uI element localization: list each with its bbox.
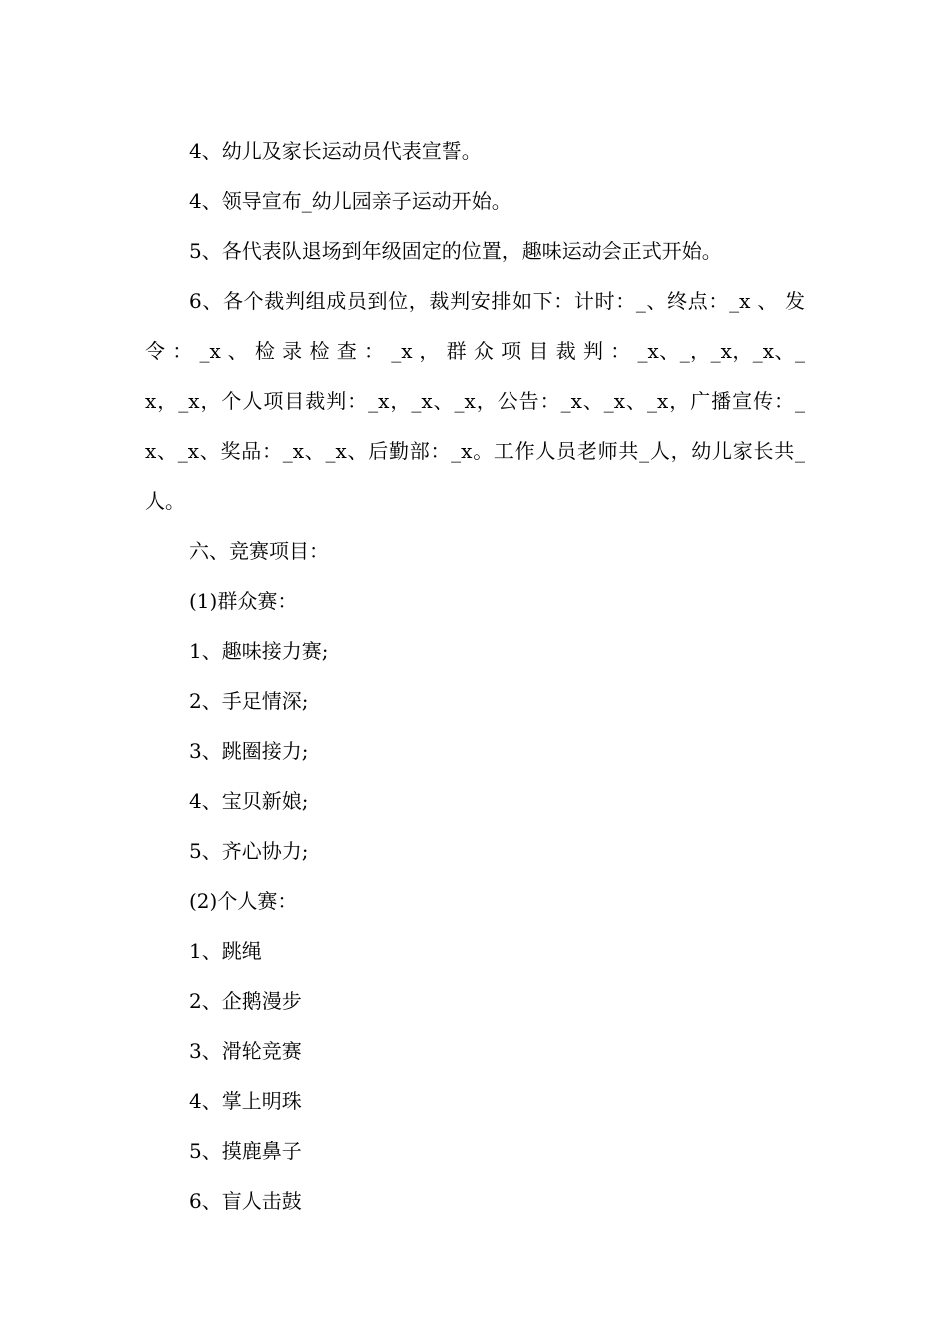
- list-item: 3、跳圈接力;: [189, 739, 309, 763]
- individual-title: (2)个人赛：: [189, 889, 298, 913]
- referee-paragraph: 6、各个裁判组成员到位，裁判安排如下：计时：_、终点：_x 、 发 令 ： _x 、 检 录 检 查 ： _x ， 群 众 项 目 裁 判 ： _x、_，_x，_x、_x，_x，个人项目裁判：_x，_x、_x，公告：_x、_x、_x，广播宣传：_x、_x、奖品：_x、_x、后勤部：_x。工作人员老师共_人，幼儿家长共_人。: [145, 289, 805, 513]
- list-item: 1、趣味接力赛;: [189, 639, 329, 663]
- list-item: 3、滑轮竞赛: [189, 1039, 302, 1063]
- list-item: 2、企鹅漫步: [189, 989, 302, 1013]
- list-item: 4、宝贝新娘;: [189, 789, 309, 813]
- list-item: 6、盲人击鼓: [189, 1189, 302, 1213]
- group-title: (1)群众赛：: [189, 589, 298, 613]
- list-item: 5、齐心协力;: [189, 839, 309, 863]
- list-item: 2、手足情深;: [189, 689, 309, 713]
- list-item: 4、掌上明珠: [189, 1089, 302, 1113]
- text-line-exit: 5、各代表队退场到年级固定的位置，趣味运动会正式开始。: [189, 239, 722, 263]
- list-item: 1、跳绳: [189, 939, 262, 963]
- list-item: 5、摸鹿鼻子: [189, 1139, 302, 1163]
- section-title: 六、竞赛项目：: [189, 539, 329, 563]
- text-line-announce: 4、领导宣布_幼儿园亲子运动开始。: [189, 189, 512, 213]
- document-body: [145, 126, 805, 1226]
- text-line-oath: 4、幼儿及家长运动员代表宣誓。: [189, 139, 482, 163]
